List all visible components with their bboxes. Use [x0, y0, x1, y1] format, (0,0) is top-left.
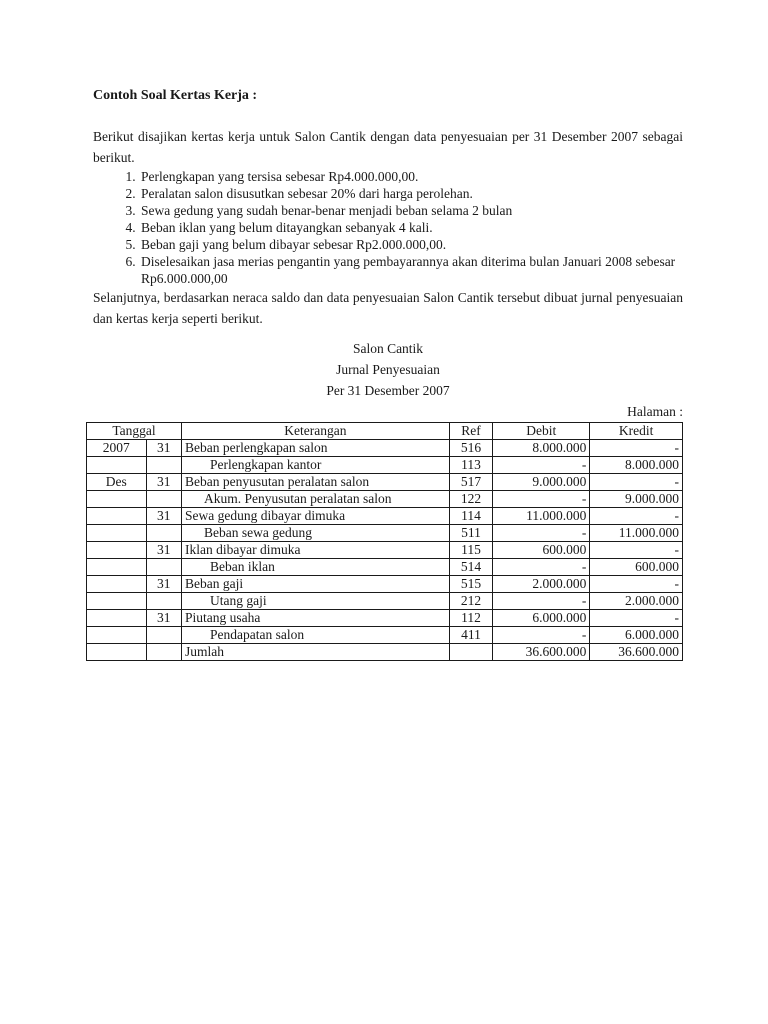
cell-day: 31: [146, 474, 182, 491]
cell-year: [87, 627, 147, 644]
list-item: 4. Beban iklan yang belum ditayangkan sebanyak 4 kali.: [139, 219, 683, 236]
cell-description: Perlengkapan kantor: [182, 457, 450, 474]
cell-day: 31: [146, 508, 182, 525]
table-row: [87, 559, 683, 576]
cell-year: [87, 576, 147, 593]
table-row: [87, 508, 683, 525]
cell-day: [146, 627, 182, 644]
cell-debit: -: [493, 593, 590, 610]
list-item: 3. Sewa gedung yang sudah benar-benar menjadi beban selama 2 bulan: [139, 202, 683, 219]
table-header-row: [87, 423, 683, 440]
header-credit: Kredit: [590, 423, 683, 440]
cell-debit: 6.000.000: [493, 610, 590, 627]
cell-debit: -: [493, 627, 590, 644]
cell-credit: -: [590, 508, 683, 525]
cell-credit: 2.000.000: [590, 593, 683, 610]
cell-ref: 114: [449, 508, 492, 525]
cell-day: 31: [146, 610, 182, 627]
cell-year: [87, 610, 147, 627]
cell-debit: -: [493, 559, 590, 576]
cell-ref: 113: [449, 457, 492, 474]
cell-description: Sewa gedung dibayar dimuka: [182, 508, 450, 525]
table-row: [87, 491, 683, 508]
cell-ref: 511: [449, 525, 492, 542]
cell-credit: -: [590, 542, 683, 559]
cell-day: [146, 593, 182, 610]
cell-credit: -: [590, 474, 683, 491]
list-item: 1. Perlengkapan yang tersisa sebesar Rp4.000.000,00.: [139, 168, 683, 185]
cell-debit: 2.000.000: [493, 576, 590, 593]
document-heading: Contoh Soal Kertas Kerja :: [93, 88, 258, 103]
cell-ref: 122: [449, 491, 492, 508]
table-row: [87, 593, 683, 610]
header-description: Keterangan: [182, 423, 450, 440]
total-ref-cell: [449, 644, 492, 661]
page-label: Halaman :: [627, 404, 683, 419]
cell-year: [87, 559, 147, 576]
cell-year: [87, 457, 147, 474]
cell-debit: -: [493, 457, 590, 474]
cell-ref: 411: [449, 627, 492, 644]
journal-name: Jurnal Penyesuaian: [336, 362, 440, 377]
cell-day: [146, 491, 182, 508]
cell-description: Beban perlengkapan salon: [182, 440, 450, 457]
header-ref: Ref: [449, 423, 492, 440]
cell-debit: 8.000.000: [493, 440, 590, 457]
cell-ref: 517: [449, 474, 492, 491]
cell-description: Akum. Penyusutan peralatan salon: [182, 491, 450, 508]
cell-year: [87, 542, 147, 559]
cell-day: 31: [146, 542, 182, 559]
cell-year: [87, 525, 147, 542]
cell-debit: 11.000.000: [493, 508, 590, 525]
total-debit: 36.600.000: [493, 644, 590, 661]
list-item: 5. Beban gaji yang belum dibayar sebesar Rp2.000.000,00.: [139, 236, 683, 253]
journal-period: Per 31 Desember 2007: [326, 383, 450, 398]
header-debit: Debit: [493, 423, 590, 440]
cell-ref: 515: [449, 576, 492, 593]
cell-credit: -: [590, 440, 683, 457]
cell-year: 2007: [87, 440, 147, 457]
cell-credit: 9.000.000: [590, 491, 683, 508]
cell-description: Iklan dibayar dimuka: [182, 542, 450, 559]
cell-day: [146, 457, 182, 474]
cell-ref: 212: [449, 593, 492, 610]
header-date: Tanggal: [87, 423, 182, 440]
table-row: [87, 610, 683, 627]
cell-credit: 600.000: [590, 559, 683, 576]
intro-paragraph: Berikut disajikan kertas kerja untuk Salon Cantik dengan data penyesuaian per 31 Desember 2007 sebagai berikut.: [93, 129, 683, 165]
total-year-cell: [87, 644, 147, 661]
cell-ref: 115: [449, 542, 492, 559]
journal-title-block: [93, 338, 683, 401]
total-day-cell: [146, 644, 182, 661]
cell-year: Des: [87, 474, 147, 491]
cell-description: Piutang usaha: [182, 610, 450, 627]
cell-year: [87, 491, 147, 508]
cell-day: 31: [146, 440, 182, 457]
company-name: Salon Cantik: [352, 341, 424, 356]
table-row: [87, 576, 683, 593]
cell-description: Beban iklan: [182, 559, 450, 576]
closing-paragraph: Selanjutnya, berdasarkan neraca saldo dan data penyesuaian Salon Cantik tersebut dibuat jurnal penyesuaian dan kertas kerja seperti berikut.: [93, 290, 683, 326]
cell-day: [146, 525, 182, 542]
cell-description: Beban sewa gedung: [182, 525, 450, 542]
cell-day: 31: [146, 576, 182, 593]
cell-credit: 6.000.000: [590, 627, 683, 644]
cell-credit: 11.000.000: [590, 525, 683, 542]
table-row: [87, 440, 683, 457]
cell-credit: -: [590, 576, 683, 593]
cell-ref: 112: [449, 610, 492, 627]
cell-debit: 9.000.000: [493, 474, 590, 491]
cell-description: Utang gaji: [182, 593, 450, 610]
list-item: 6. Diselesaikan jasa merias pengantin yang pembayarannya akan diterima bulan Januari 2008 sebesar Rp6.000.000,00: [139, 253, 683, 287]
cell-description: Beban gaji: [182, 576, 450, 593]
cell-year: [87, 508, 147, 525]
total-label: Jumlah: [182, 644, 450, 661]
table-row: [87, 627, 683, 644]
total-credit: 36.600.000: [590, 644, 683, 661]
cell-debit: -: [493, 491, 590, 508]
cell-debit: -: [493, 525, 590, 542]
total-row: [87, 644, 683, 661]
cell-ref: 514: [449, 559, 492, 576]
document-body: [93, 88, 683, 422]
adjusting-journal-table: [86, 422, 683, 661]
cell-description: Beban penyusutan peralatan salon: [182, 474, 450, 491]
list-item: 2. Peralatan salon disusutkan sebesar 20% dari harga perolehan.: [139, 185, 683, 202]
table-row: [87, 542, 683, 559]
cell-year: [87, 593, 147, 610]
cell-credit: 8.000.000: [590, 457, 683, 474]
table-row: [87, 474, 683, 491]
cell-day: [146, 559, 182, 576]
table-row: [87, 457, 683, 474]
cell-debit: 600.000: [493, 542, 590, 559]
cell-credit: -: [590, 610, 683, 627]
adjustment-list: [93, 168, 683, 287]
cell-description: Pendapatan salon: [182, 627, 450, 644]
table-row: [87, 525, 683, 542]
cell-ref: 516: [449, 440, 492, 457]
